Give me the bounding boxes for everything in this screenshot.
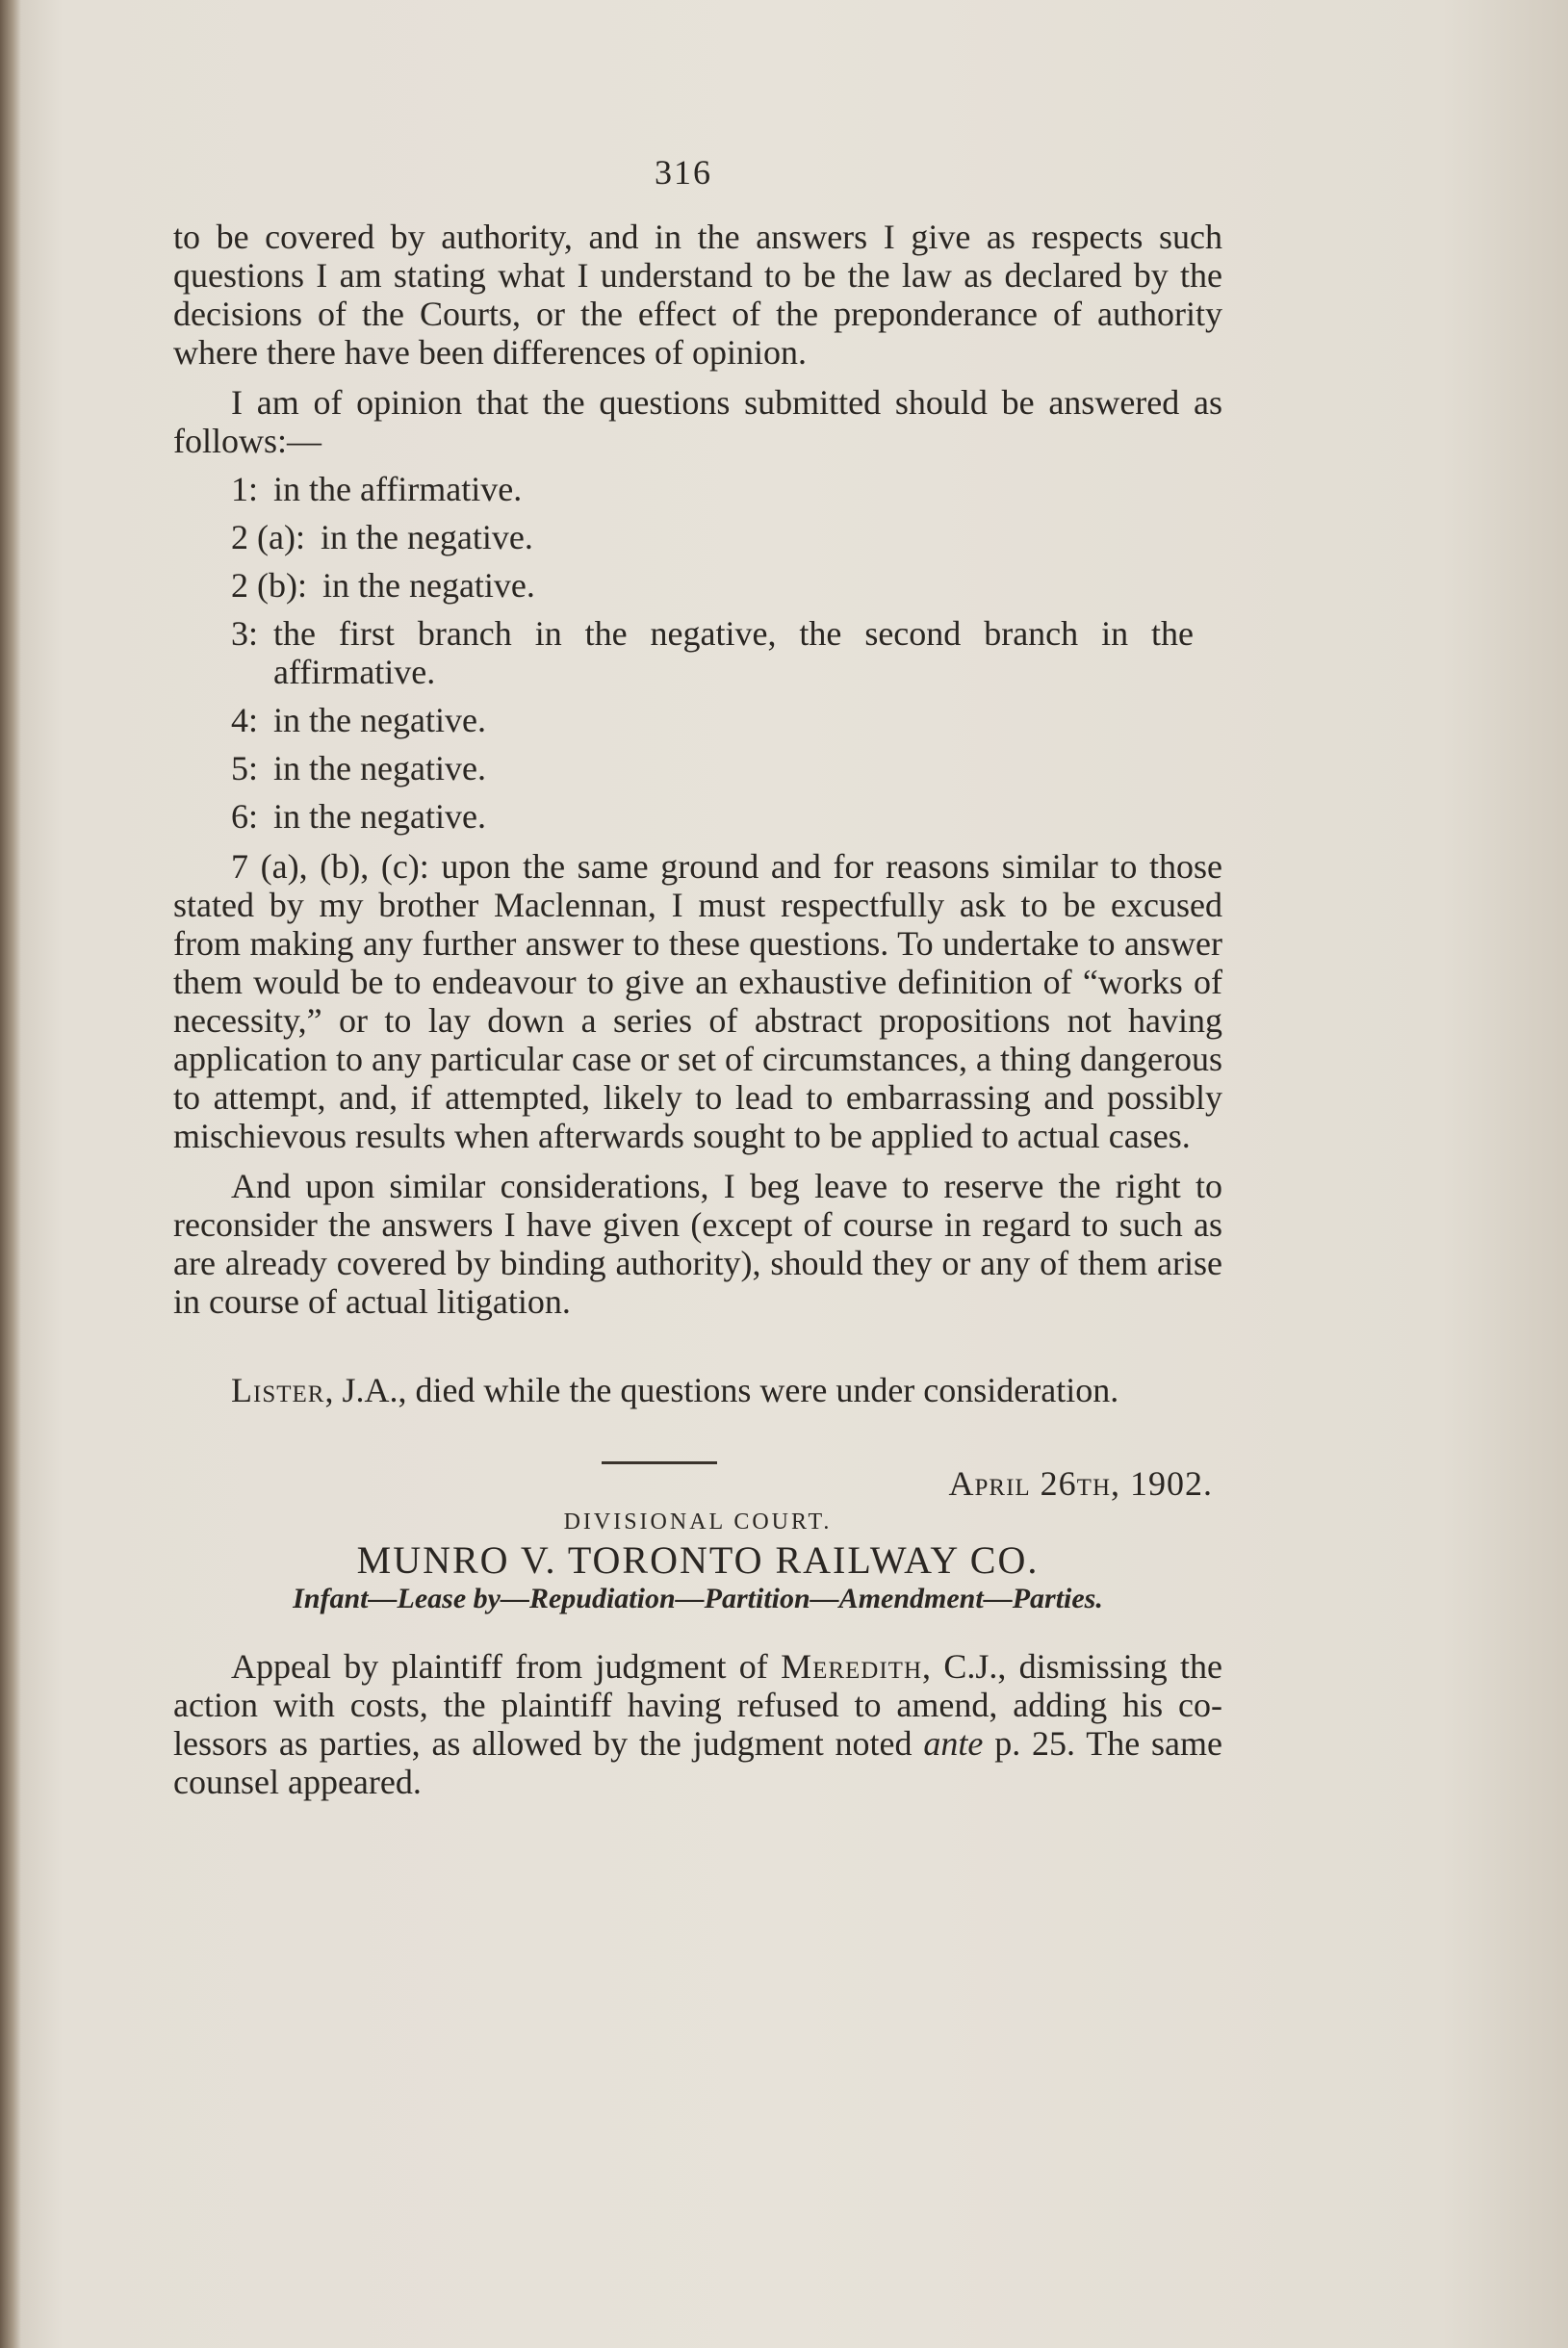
answer-item (173, 797, 1222, 836)
answer-text: in the negative. (273, 797, 486, 836)
paragraph-lister (173, 1371, 1222, 1409)
answer-number: 5: (231, 749, 259, 787)
answer-text: in the negative. (273, 749, 486, 787)
ante-word: ante (923, 1724, 984, 1763)
paragraph-continued: to be covered by authority, and in the answers I give as respects such questions I am stating what I understand to be the law as declared by the decisions of the Courts, or the effect of the preponderance of authority where there have been differences of opinion. (173, 218, 1222, 372)
appeal-text-b: , C.J., dismissing the action with costs, the plaintiff having refused to amend, adding his co-lessors as parties, as allowed by the judgment noted (173, 1647, 1222, 1763)
answer-text: in the negative. (320, 518, 533, 556)
answer-number: 1: (231, 470, 259, 508)
page-body (173, 218, 1222, 1801)
paragraph-appeal (173, 1647, 1222, 1801)
binding-gutter (0, 0, 21, 2348)
answer-number: 3: (231, 614, 259, 653)
answer-number: 2 (a): (231, 518, 305, 556)
appeal-text-a: Appeal by plaintiff from judgment of (231, 1647, 782, 1686)
case-title: MUNRO V. TORONTO RAILWAY CO. (356, 1538, 1040, 1582)
answer-item (173, 749, 1222, 787)
answer-item (173, 566, 1222, 605)
decision-date: April 26th, 1902. (948, 1464, 1213, 1503)
answer-number: 2 (b): (231, 566, 307, 605)
court-name: DIVISIONAL COURT. (563, 1509, 833, 1535)
answer-text: in the negative. (273, 701, 486, 739)
section-divider (602, 1461, 717, 1464)
page-number: 316 (655, 153, 712, 192)
answer-item (173, 470, 1222, 508)
judge-name: Lister (231, 1371, 325, 1409)
answer-number: 6: (231, 797, 259, 836)
answer-list (173, 470, 1222, 836)
paragraph-reservation: And upon similar considerations, I beg leave to reserve the right to reconsider the answers I have given (except of course in regard to such as are already covered by binding authority), should they or any of them arise in course of actual litigation. (173, 1167, 1222, 1321)
lister-text: , J.A., died while the questions were under consideration. (324, 1371, 1119, 1409)
paragraph-opinion: I am of opinion that the questions submitted should be answered as follows:— (173, 383, 1222, 460)
judge-name-meredith: Meredith (781, 1647, 923, 1686)
spacer (173, 1321, 1222, 1359)
answer-item (173, 701, 1222, 739)
answer-text: in the affirmative. (273, 470, 523, 508)
appeal-text-c: p. 25. The same counsel appeared. (173, 1724, 1222, 1801)
answer-item (173, 518, 1222, 556)
paragraph-question-seven: 7 (a), (b), (c): upon the same ground and for reasons similar to those stated by my brother Maclennan, I must respectfully ask to be excused from making any further answer to these questions. To undertake to answer them would be to endeavour to give an exhaustive definition of “works of necessity,” or to lay down a series of abstract propositions not having application to any particular case or set of circumstances, a thing dangerous to attempt, and, if attempted, likely to lead to embarrassing and possibly mischievous results when afterwards sought to be applied to actual cases. (173, 847, 1222, 1155)
answer-number: 4: (231, 701, 259, 739)
answer-text: the first branch in the negative, the second branch in the affirmative. (273, 614, 1194, 691)
answer-text: in the negative. (321, 566, 535, 605)
answer-item (173, 614, 1222, 691)
headnote: Infant—Lease by—Repudiation—Partition—Amendment—Parties. (293, 1583, 1103, 1614)
